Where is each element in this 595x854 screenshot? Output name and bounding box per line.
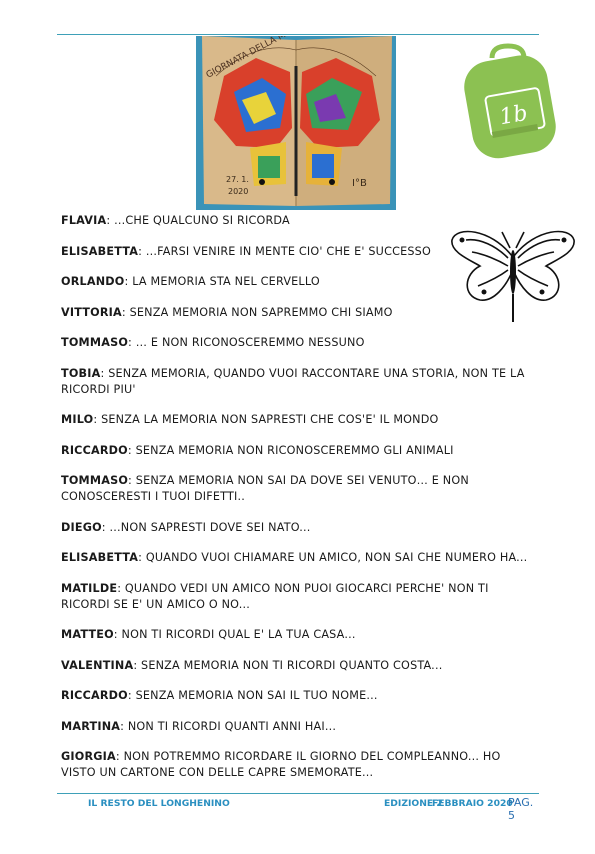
drawing-date-line1: 27. 1. [226,175,249,184]
dialogue-text: : SENZA MEMORIA NON SAI IL TUO NOME... [127,689,378,702]
speaker-name: TOBIA [61,366,101,380]
edition-label: EDIZIONE 2 [384,798,443,809]
speaker-name: ELISABETTA [61,244,139,258]
dialogue-text: : SENZA MEMORIA, QUANDO VUOI RACCONTARE UNA STORIA, NON TE LA RICORDI PIU' [61,366,525,396]
dialogue-line [61,719,537,735]
dialogue-text: : NON POTREMMO RICORDARE IL GIORNO DEL COMPLEANNO... HO VISTO UN CARTONE CON DELLE CAPRE SMEMORATE... [61,750,501,779]
dialogue-text: : QUANDO VUOI CHIAMARE UN AMICO, NON SAI CHE NUMERO HA... [138,551,528,564]
dialogue-line [61,244,537,260]
dialogue-text: : SENZA MEMORIA NON SAI DA DOVE SEI VENUTO… E NON CONOSCERESTI I TUOI DIFETTI.. [61,474,469,503]
speaker-name: GIORGIA [61,750,116,763]
drawing-title-text: GIORNATA DELLA [204,36,279,81]
speaker-name: ORLANDO [61,275,125,288]
speaker-name: TOMMASO [61,474,129,487]
dialogue-line [61,581,537,613]
dialogue-text: : ...FARSI VENIRE IN MENTE CIO' CHE E' SUCCESSO [138,244,431,258]
dialogue-line [61,749,537,781]
dialogue-text: : SENZA MEMORIA NON TI RICORDI QUANTO COSTA... [133,658,443,672]
dialogue-line [61,550,537,566]
speaker-name: TOMMASO [61,336,129,349]
speaker-name: RICCARDO [61,443,128,457]
page-footer [88,796,543,822]
dialogue-text: : SENZA MEMORIA NON RICONOSCEREMMO GLI ANIMALI [127,443,454,457]
top-rule [57,34,539,35]
publication-name: IL RESTO DEL LONGHENINO [88,798,230,809]
speaker-name: MATTEO [61,628,114,641]
dialogue-line [61,213,537,229]
class-badge-label: 1b [497,100,530,131]
dialogue-text: : SENZA MEMORIA NON SAPREMMO CHI SIAMO [121,305,393,319]
speaker-name: MILO [61,413,94,426]
dialogue-text: : LA MEMORIA STA NEL CERVELLO [124,275,320,288]
speaker-name: MARTINA [61,719,121,733]
speaker-name: ELISABETTA [61,551,139,564]
dialogue-line [61,443,537,459]
dialogue-line [61,305,537,321]
speaker-name: VITTORIA [61,305,122,319]
dialogue-text: : NON TI RICORDI QUAL E' LA TUA CASA... [113,628,356,641]
speaker-name: VALENTINA [61,658,134,672]
dialogue-line [61,688,537,704]
speaker-name: MATILDE [61,581,118,595]
dialogue-line [61,366,537,398]
dialogue-text: : ...NON SAPRESTI DOVE SEI NATO... [101,520,311,534]
dialogue-line [61,274,537,290]
dialogue-line [61,520,537,536]
dialogue-line [61,658,537,674]
dialogue-text: : ...CHE QUALCUNO SI RICORDA [106,214,290,227]
speaker-name: DIEGO [61,520,102,534]
backpack-badge-icon [462,42,556,160]
drawing-photo [196,36,396,210]
drawing-date-line2: 2020 [228,187,249,196]
speaker-name: RICCARDO [61,689,128,702]
dialogue-line [61,412,537,428]
dialogue-text: : QUANDO VEDI UN AMICO NON PUOI GIOCARCI PERCHE' NON TI RICORDI SE E' UN AMICO O NO... [61,581,489,611]
issue-date: FEBBRAIO 2020 [432,798,513,809]
dialogue-text: : … E NON RICONOSCEREMMO NESSUNO [128,336,365,349]
dialogue-line [61,335,537,351]
page-number: PAG. 5 [508,796,534,822]
dialogue-text: : SENZA LA MEMORIA NON SAPRESTI CHE COS'E' IL MONDO [93,413,439,426]
dialogue-list [61,213,537,796]
dialogue-text: : NON TI RICORDI QUANTI ANNI HAI... [120,719,337,733]
bottom-rule [57,793,539,794]
dialogue-line [61,473,537,505]
dialogue-line [61,627,537,643]
drawing-class-mark: I°B [352,178,367,189]
speaker-name: FLAVIA [61,214,107,227]
